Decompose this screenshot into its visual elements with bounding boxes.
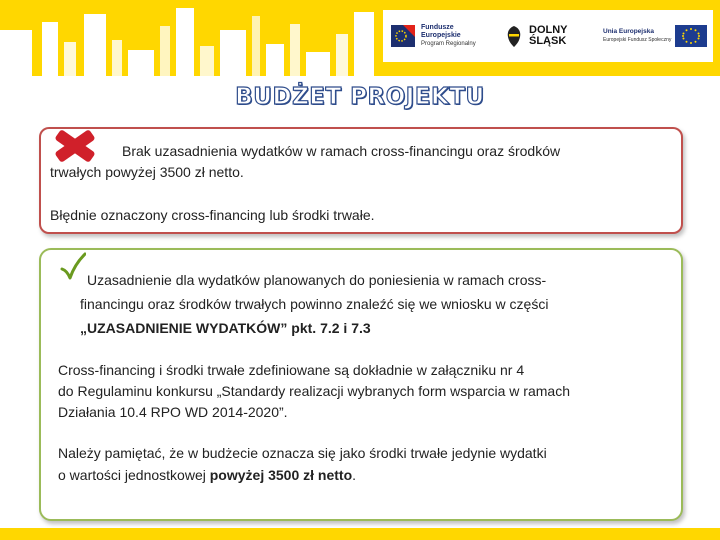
eagle-crest-icon: [503, 23, 525, 49]
fe-flag-icon: [389, 21, 417, 51]
green-p1-line-3: „UZASADNIENIE WYDATKÓW” pkt. 7.2 i 7.3: [80, 320, 371, 336]
threshold-value: powyżej 3500 zł netto: [209, 467, 353, 483]
fundusze-europejskie-logo: Fundusze Europejskie Program Regionalny: [389, 10, 476, 62]
red-box-line-3: Błędnie oznaczony cross-financing lub środki trwałe.: [50, 207, 375, 223]
logo-strip: [383, 10, 713, 62]
red-cross-icon: [52, 128, 98, 164]
dolny-slask-logo: DOLNY ŚLĄSK: [503, 10, 568, 62]
footer-banner: [0, 528, 720, 540]
checkmark-icon: [60, 252, 86, 282]
red-box-line-2: trwałych powyżej 3500 zł netto.: [50, 164, 244, 180]
green-p3-line-1: Należy pamiętać, że w budżecie oznacza się jako środki trwałe jedynie wydatki: [58, 445, 547, 461]
green-p2-line-1: Cross-financing i środki trwałe zdefiniowane są dokładnie w załączniku nr 4: [58, 362, 525, 378]
header-banner: [0, 0, 720, 76]
green-p2-line-3: Działania 10.4 RPO WD 2014-2020”.: [58, 404, 288, 420]
decorative-pattern: [0, 0, 380, 76]
eu-flag-icon: [675, 25, 707, 47]
green-p1-line-2: financingu oraz środków trwałych powinno znaleźć się we wniosku w części: [80, 296, 549, 312]
green-p1-line-1: Uzasadnienie dla wydatków planowanych do poniesienia w ramach cross-: [87, 272, 547, 288]
unia-europejska-logo: Unia Europejska Europejski Fundusz Społeczny: [603, 10, 707, 62]
green-p3-line-2: o wartości jednostkowej powyżej 3500 zł netto.: [58, 467, 357, 483]
red-box-line-1: Brak uzasadnienia wydatków w ramach cross-financingu oraz środków: [122, 143, 561, 159]
green-p2-line-2: do Regulaminu konkursu „Standardy realizacji wybranych form wsparcia w ramach: [58, 383, 570, 399]
page-title: BUDŻET PROJEKTU: [235, 84, 485, 110]
